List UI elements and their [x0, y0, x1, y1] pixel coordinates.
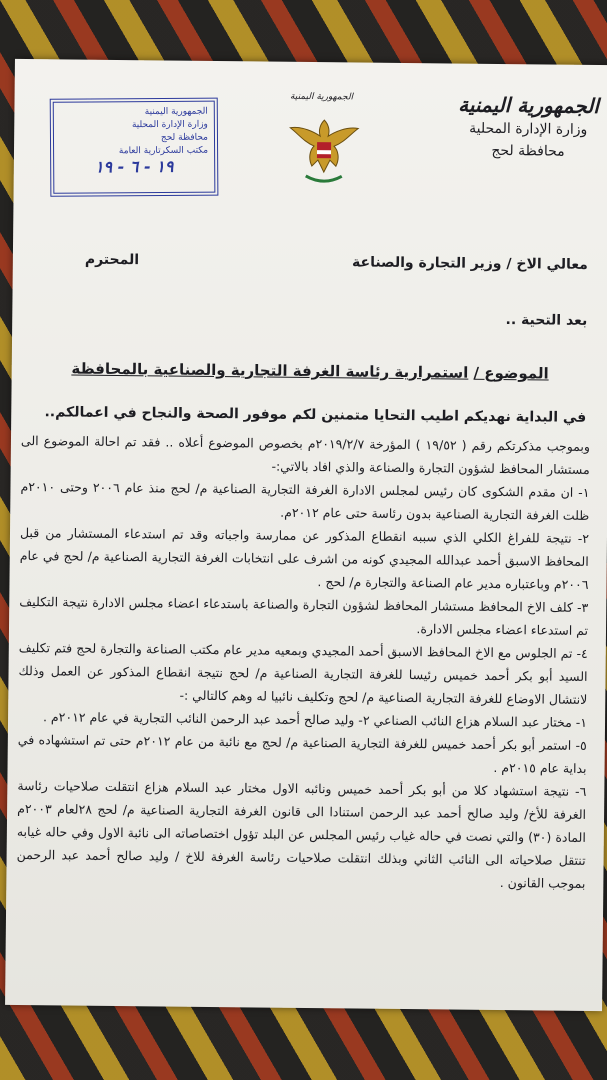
- republic-name: الجمهورية اليمنية: [458, 92, 599, 119]
- greeting: بعد التحية ..: [505, 312, 588, 329]
- subject-text: استمرارية رئاسة الغرفة التجارية والصناعية بالمحافظة: [71, 359, 469, 382]
- paragraph: ٤- تم الجلوس مع الاخ المحافظ الاسبق أحمد المجيدي وبمعيه مدير عام مكتب الصناعة والتجارة لحج فتم تكليف السيد أبو بكر أحمد خميس رئيسا للغرفة التجارية الصناعية م/ لحج نتيجة انقطاع المذكور عن العمل وذلك لانتشال الاوضاع للغرفة التجارية الصناعية م/ لحج وتكليف نائبيا له وهم كالتالي :-: [18, 639, 588, 707]
- paragraph: ٦- نتيجة استشهاد كلا من أبو بكر أحمد خميس ونائبه الاول مختار عبد السلام هزاع انتقلت صلاحيات رئاسة الغرفة للأخ/ وليد صالح أحمد عبد الرحمن استنادا الى قانون الغرفة التجارية الصناعية م/ لحج ٢٨لعام ٢٠٠٣م المادة (٣٠) والتي نصت في حاله غياب رئيس المجلس عن البلد تؤول اختصاصاته الى نائبة الاول وفي حاله غيابه تنتقل صلاحياته الى النائب الثاني وبذلك انتقلت صلاحيات رئاسة الغرفة للاخ / وليد صالح أحمد عبد الرحمن بموجب القانون .: [16, 777, 587, 891]
- paragraph: ٣- كلف الاخ المحافظ مستشار المحافظ لشؤون التجارة والصناعة باستدعاء اعضاء مجلس الادارة نتيجة التكليف تم استدعاء اعضاء مجلس الادارة.: [19, 593, 589, 638]
- stamp-line: محافظة لحج: [160, 132, 209, 143]
- paragraph: ١- ان مقدم الشكوى كان رئيس لمجلس الادارة الغرفة التجارية الصناعية م/ لحج منذ عام ٢٠٠٦ وحتى ٢٠١٠م ظلت الغرفة التجارية الصناعية بدون رئاسة حتى عام ٢٠١٢م.: [20, 478, 590, 523]
- letter-paper: [5, 59, 607, 1011]
- letterhead: [453, 91, 604, 163]
- paragraph: وبموجب مذكرتكم رقم ( ١٩/٥٢ ) المؤرخة ٢٠١٩/٢/٧م بخصوص الموضوع أعلاه .. فقد تم احالة الموضوع الى مستشار المحافظ لشؤون التجارة والصناعة والذي افاد بالاتي:-: [20, 432, 591, 477]
- salutation: معالي الاخ / وزير التجارة والصناعة: [351, 254, 588, 273]
- stamp-line: مكتب السكرتارية العامة: [118, 145, 209, 157]
- governorate-name: محافظة لحج: [491, 142, 565, 160]
- paragraph: ٢- نتيجة للفراغ الكلي الذي سببه انقطاع المذكور عن ممارسة واجباته وقد تم استدعاء المستشار من قبل المحافظ الاسبق أحمد عبدالله المجيدي كونه من اشرف على انتخابات الغرفة التجارية الصناعية م/ لحج في عام ٢٠٠٦م وباعتباره مدير عام الصناعة والتجارة م/ لحج .: [19, 524, 590, 592]
- paragraph: ١- مختار عبد السلام هزاع النائب الصناعي ٢- وليد صالح أحمد عبد الرحمن النائب التجارية في عام ٢٠١٢م .: [42, 709, 588, 730]
- emblem-caption: الجمهورية اليمنية: [290, 91, 354, 103]
- letter-body: [16, 429, 590, 895]
- ministry-name: وزارة الإدارة المحلية: [469, 120, 588, 138]
- subject-label: الموضوع /: [473, 363, 549, 383]
- stamp-line: الجمهورية اليمنية: [144, 106, 208, 118]
- respected-word: المحترم: [84, 251, 140, 269]
- received-stamp: [50, 98, 219, 197]
- eagle-emblem-icon: [284, 112, 365, 193]
- paragraph: ٥- استمر أبو بكر أحمد خميس للغرفة التجارية الصناعية م/ لحج مع نائبة من عام ٢٠١٢م حتى تم استشهاده في بداية عام ٢٠١٥م .: [17, 731, 587, 776]
- subject-line: [71, 360, 548, 383]
- stamp-line: وزارة الإدارة المحلية: [131, 119, 208, 131]
- intro-line: في البداية نهديكم اطيب التحايا متمنين لكم موفور الصحة والنجاح في اعمالكم..: [44, 404, 587, 426]
- stamp-date: ١٩ - ٦ - ١٩: [94, 156, 174, 177]
